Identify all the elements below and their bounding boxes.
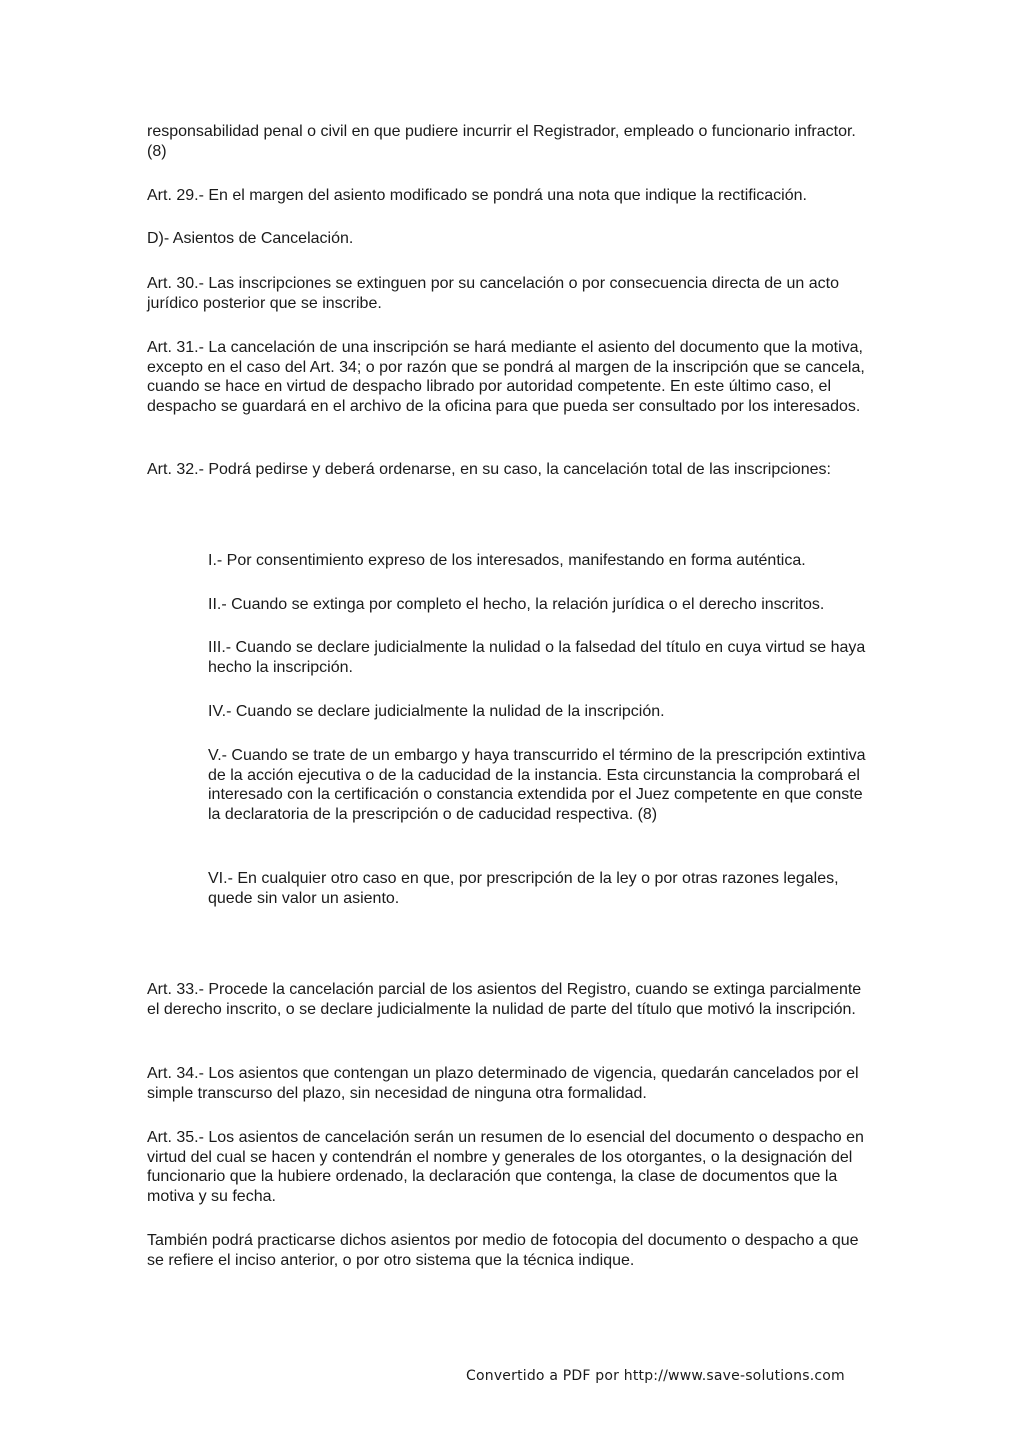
article-32: Art. 32.- Podrá pedirse y deberá ordenarse, en su caso, la cancelación total de las inscripciones: [147,461,831,478]
footer-conversion-note: Convertido a PDF por http://www.save-solutions.com [466,1368,845,1384]
article-35: Art. 35.- Los asientos de cancelación serán un resumen de lo esencial del documento o despacho en virtud del cual se hacen y contendrán el nombre y generales de los otorgantes, o la designación del funcionario que la hubiere ordenado, la declaración que contenga, la clase de documentos que la motiva y su fecha. [147,1129,864,1205]
list-item-ii: II.- Cuando se extinga por completo el hecho, la relación jurídica o el derecho inscritos. [208,596,825,613]
list-item-i: I.- Por consentimiento expreso de los interesados, manifestando en forma auténtica. [208,552,806,569]
article-30: Art. 30.- Las inscripciones se extinguen por su cancelación o por consecuencia directa de un acto jurídico posterior que se inscribe. [147,275,839,312]
article-29: Art. 29.- En el margen del asiento modificado se pondrá una nota que indique la rectificación. [147,187,807,204]
article-33: Art. 33.- Procede la cancelación parcial de los asientos del Registro, cuando se extinga parcialmente el derecho inscrito, o se declare judicialmente la nulidad de parte del título que motivó la inscripción. [147,981,862,1018]
list-item-v: V.- Cuando se trate de un embargo y haya transcurrido el término de la prescripción extintiva de la acción ejecutiva o de la caducidad de la instancia. Esta circunstancia la comprobará el interesado con la certificación o constancia extendida por el Juez competente en que conste la declaratoria de la prescripción o de caducidad respectiva. (8) [208,747,866,823]
paragraph-tambien: También podrá practicarse dichos asientos por medio de fotocopia del documento o despacho a que se refiere el inciso anterior, o por otro sistema que la técnica indique. [147,1232,859,1269]
section-heading-d: D)- Asientos de Cancelación. [147,230,354,247]
article-34: Art. 34.- Los asientos que contengan un plazo determinado de vigencia, quedarán cancelados por el simple transcurso del plazo, sin necesidad de ninguna otra formalidad. [147,1065,859,1102]
list-item-vi: VI.- En cualquier otro caso en que, por prescripción de la ley o por otras razones legales, quede sin valor un asiento. [208,870,839,907]
paragraph-continuation: responsabilidad penal o civil en que pudiere incurrir el Registrador, empleado o funcionario infractor. (8) [147,123,856,160]
list-item-iv: IV.- Cuando se declare judicialmente la nulidad de la inscripción. [208,703,665,720]
list-item-iii: III.- Cuando se declare judicialmente la nulidad o la falsedad del título en cuya virtud se haya hecho la inscripción. [208,639,866,676]
article-31: Art. 31.- La cancelación de una inscripción se hará mediante el asiento del documento que la motiva, excepto en el caso del Art. 34; o por razón que se pondrá al margen de la inscripción que se cancela, cuando se hace en virtud de despacho librado por autoridad competente. En este último caso, el despacho se guardará en el archivo de la oficina para que pueda ser consultado por los interesados. [147,339,865,415]
